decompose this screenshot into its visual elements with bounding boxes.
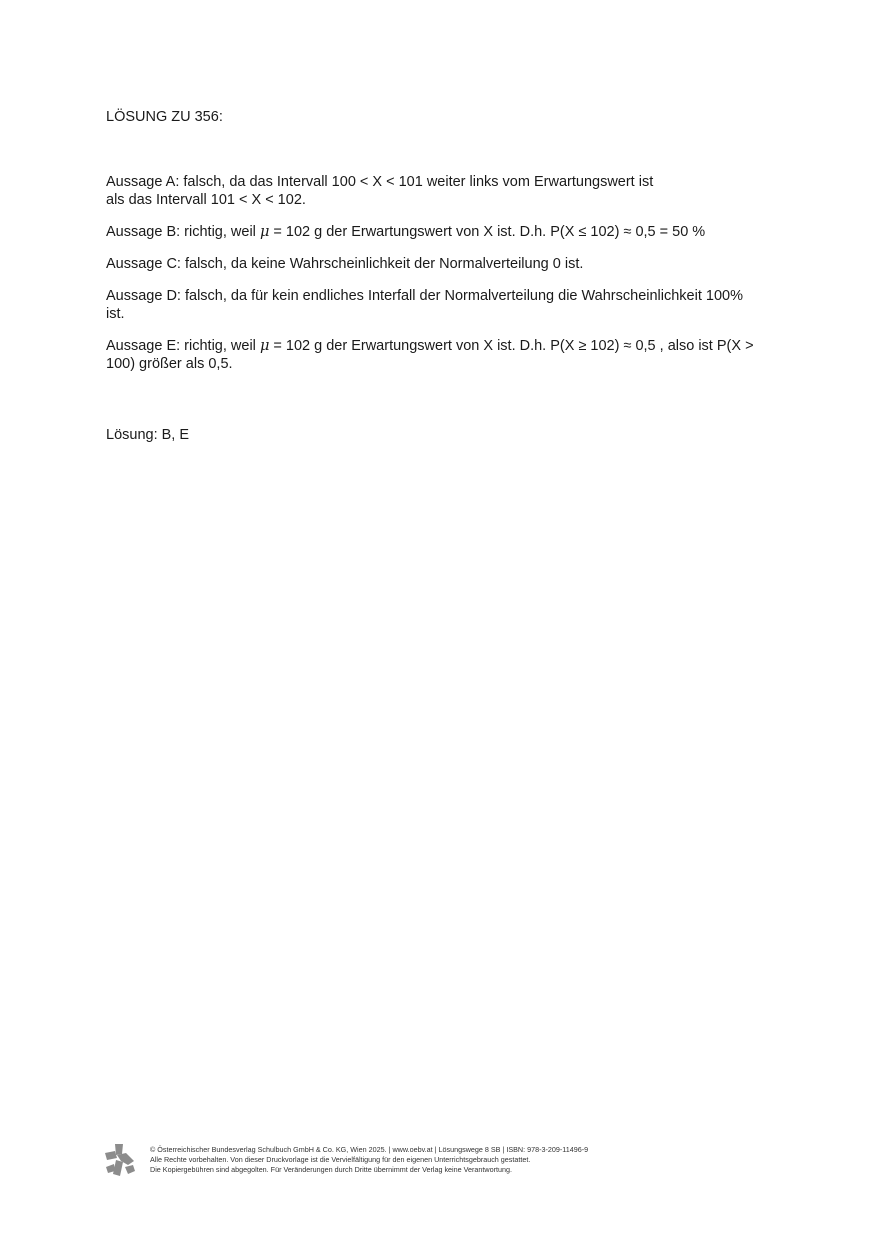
copyright-line-3: Die Kopiergebühren sind abgegolten. Für Veränderungen durch Dritte übernimmt der Verlag keine Verantwortung. [150,1165,512,1174]
statement-a-line-2: als das Intervall 101 < X < 102. [106,192,306,208]
statement-e-prefix: Aussage E: richtig, weil [106,338,260,354]
statement-a [106,173,786,209]
statement-b-line-1 [106,223,786,241]
mu-symbol: μ [259,338,270,354]
copyright-notice [150,1145,588,1175]
statement-list [106,173,786,387]
mu-symbol: μ [259,224,270,240]
statement-b-suffix: = 102 g der Erwartungswert von X ist. D.h. P(X ≤ 102) ≈ 0,5 = 50 % [269,224,706,240]
statement-e-suffix: = 102 g der Erwartungswert von X ist. D.h. P(X ≥ 102) ≈ 0,5 , also ist P(X > [269,338,754,354]
statement-d [106,287,786,323]
statement-e-line-2: 100) größer als 0,5. [106,356,233,372]
statement-e [106,337,786,373]
solution-text: Lösung: B, E [106,427,190,443]
statement-a-line-1: Aussage A: falsch, da das Intervall 100 < X < 101 weiter links vom Erwartungswert ist [106,174,654,190]
oebv-logo-icon [104,1143,136,1177]
statement-d-line-2: ist. [106,306,125,322]
copyright-line-2: Alle Rechte vorbehalten. Von dieser Druckvorlage ist die Vervielfältigung für den eigenen Unterrichtsgebrauch gestattet. [150,1155,531,1164]
statement-c [106,255,786,273]
page-title: LÖSUNG ZU 356: [106,109,223,125]
page-footer [104,1143,804,1183]
statement-e-line-1 [106,337,786,355]
statement-c-line-1: Aussage C: falsch, da keine Wahrscheinlichkeit der Normalverteilung 0 ist. [106,256,584,272]
statement-b-prefix: Aussage B: richtig, weil [106,224,260,240]
copyright-line-1: © Österreichischer Bundesverlag Schulbuch GmbH & Co. KG, Wien 2025. | www.oebv.at | Lösungswege 8 SB | ISBN: 978-3-209-11496-9 [150,1145,589,1154]
statement-d-line-1: Aussage D: falsch, da für kein endliches Interfall der Normalverteilung die Wahrscheinlichkeit 100% [106,288,743,304]
statement-b [106,223,786,241]
